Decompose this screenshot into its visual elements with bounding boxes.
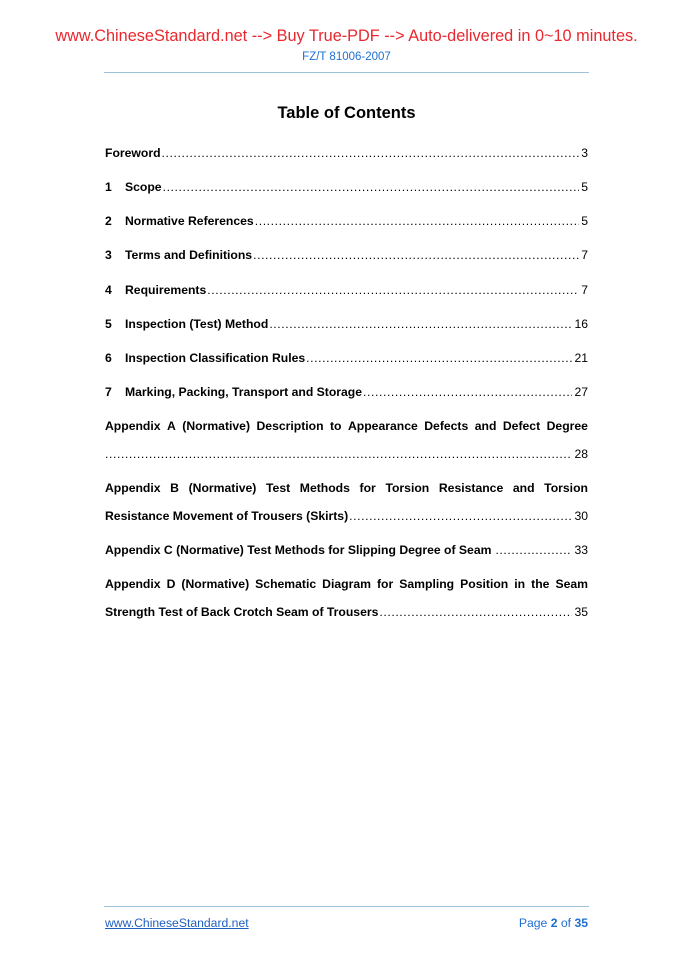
toc-word: Torsion: [544, 481, 588, 495]
toc-leader: [253, 248, 579, 262]
toc-label: Scope: [125, 180, 162, 194]
promo-banner[interactable]: www.ChineseStandard.net --> Buy True-PDF --> Auto-delivered in 0~10 minutes.: [55, 27, 638, 45]
toc-section-number: 4: [105, 283, 112, 297]
toc-label: Foreword: [105, 146, 161, 160]
toc-label: Terms and Definitions: [125, 248, 253, 262]
toc-page-number: 33: [574, 543, 588, 557]
toc-label: Resistance Movement of Trousers (Skirts): [105, 509, 349, 523]
toc-section-number: 6: [105, 351, 112, 365]
toc-page-number: 28: [574, 447, 588, 461]
toc-label: Strength Test of Back Crotch Seam of Trousers: [105, 605, 379, 619]
toc-word: (Normative): [182, 419, 251, 433]
toc-entry-section-3[interactable]: [105, 248, 588, 264]
toc-entry-section-7[interactable]: [105, 385, 588, 401]
toc-word: (Normative): [188, 481, 257, 495]
toc-word: for: [376, 577, 394, 591]
toc-leader: [495, 543, 572, 557]
toc-word: Test: [266, 481, 291, 495]
toc-word: Defects: [424, 419, 469, 433]
toc-word: B: [170, 481, 179, 495]
toc-word: the: [531, 577, 550, 591]
toc-entry-section-2[interactable]: [105, 214, 588, 230]
toc-page-number: 16: [574, 317, 588, 331]
toc-word: Position: [460, 577, 509, 591]
toc-word: D: [166, 577, 176, 591]
toc-section-number: 2: [105, 214, 112, 228]
toc-entry-appendix-d-title[interactable]: [105, 577, 588, 593]
toc-word: for: [359, 481, 376, 495]
toc-word: Appendix: [105, 577, 161, 591]
toc-page-number: 35: [574, 605, 588, 619]
footer-rule: [104, 906, 589, 907]
toc-word: Appendix: [105, 419, 161, 433]
toc-page-number: 21: [574, 351, 588, 365]
toc-word: (Normative): [181, 577, 250, 591]
toc-entry-section-4[interactable]: [105, 283, 588, 299]
toc-label: Inspection (Test) Method: [125, 317, 269, 331]
toc-section-number: 7: [105, 385, 112, 399]
toc-leader: [349, 509, 572, 523]
toc-page-number: 5: [581, 214, 588, 228]
header-rule: [104, 72, 589, 73]
toc-word: Appearance: [347, 419, 418, 433]
toc-page-number: 3: [581, 146, 588, 160]
toc-label: Requirements: [125, 283, 207, 297]
footer-page-indicator: [519, 916, 588, 930]
toc-label: Normative References: [125, 214, 254, 228]
toc-word: Diagram: [322, 577, 371, 591]
toc-word: to: [330, 419, 342, 433]
document-id: FZ/T 81006-2007: [302, 51, 391, 63]
toc-leader: [306, 351, 572, 365]
toc-page-number: 27: [574, 385, 588, 399]
toc-word: Torsion: [385, 481, 430, 495]
toc-word: and: [474, 419, 497, 433]
toc-entry-appendix-b-page[interactable]: [105, 509, 588, 525]
page-total: 35: [574, 916, 588, 930]
toc-word: Appendix: [105, 481, 161, 495]
page-prefix: Page: [518, 916, 548, 930]
page-current: 2: [550, 916, 558, 930]
toc-word: in: [514, 577, 526, 591]
toc-label: Appendix C (Normative) Test Methods for Slipping Degree of Seam: [105, 543, 492, 557]
toc-leader: [162, 146, 580, 160]
toc-entry-appendix-a-title[interactable]: [105, 419, 588, 435]
toc-page-number: 7: [581, 248, 588, 262]
toc-entry-appendix-c[interactable]: [105, 543, 588, 559]
toc-word: Degree: [546, 419, 588, 433]
toc-page-number: 7: [581, 283, 588, 297]
toc-label: Inspection Classification Rules: [125, 351, 306, 365]
toc-entry-appendix-d-page[interactable]: [105, 605, 588, 621]
toc-word: Resistance: [438, 481, 504, 495]
toc-leader: [269, 317, 572, 331]
toc-section-number: 3: [105, 248, 112, 262]
footer-site-link[interactable]: www.ChineseStandard.net: [105, 916, 249, 930]
toc-entry-section-6[interactable]: [105, 351, 588, 367]
page-title: Table of Contents: [277, 104, 416, 122]
toc-leader: [255, 214, 580, 228]
toc-word: Defect: [502, 419, 541, 433]
toc-word: Description: [256, 419, 324, 433]
toc-word: A: [167, 419, 176, 433]
toc-leader: [105, 447, 572, 461]
toc-page-number: 5: [581, 180, 588, 194]
toc-word: Sampling: [399, 577, 455, 591]
toc-entry-section-5[interactable]: [105, 317, 588, 333]
toc-leader: [207, 283, 579, 297]
toc-word: Seam: [555, 577, 588, 591]
toc-leader: [163, 180, 580, 194]
toc-word: Schematic: [255, 577, 317, 591]
toc-leader: [379, 605, 572, 619]
toc-leader: [363, 385, 572, 399]
toc-label: Marking, Packing, Transport and Storage: [125, 385, 363, 399]
toc-page-number: 30: [574, 509, 588, 523]
toc-section-number: 1: [105, 180, 112, 194]
toc-entry-foreword[interactable]: [105, 146, 588, 162]
toc-word: and: [512, 481, 535, 495]
toc-entry-section-1[interactable]: [105, 180, 588, 196]
toc-section-number: 5: [105, 317, 112, 331]
toc-entry-appendix-b-title[interactable]: [105, 481, 588, 497]
toc-entry-appendix-a-page[interactable]: [105, 447, 588, 463]
page-of: of: [560, 916, 572, 930]
toc-word: Methods: [299, 481, 350, 495]
